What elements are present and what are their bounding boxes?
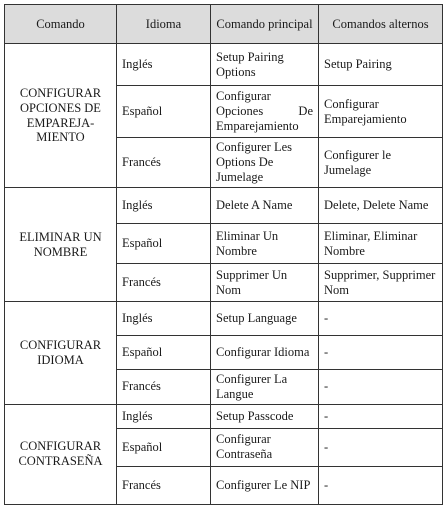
alt-command-cell: - — [319, 404, 443, 428]
table-row — [5, 302, 443, 336]
header-language: Idioma — [117, 5, 211, 44]
language-cell: Francés — [117, 370, 211, 405]
voice-command-table — [4, 4, 443, 505]
alt-command-cell: Configurar Emparejamiento — [319, 86, 443, 138]
main-command-cell: Configurar Contraseña — [211, 428, 319, 466]
command-name: CONFIGURAR CONTRASEÑA — [5, 404, 117, 504]
language-cell: Inglés — [117, 404, 211, 428]
alt-command-cell: Setup Pairing — [319, 44, 443, 86]
header-command: Comando — [5, 5, 117, 44]
main-command-cell: Delete A Name — [211, 188, 319, 224]
language-cell: Inglés — [117, 188, 211, 224]
alt-command-cell: - — [319, 302, 443, 336]
alt-command-cell: Supprimer, Supprimer Nom — [319, 264, 443, 302]
main-command-cell: Setup Passcode — [211, 404, 319, 428]
table-row — [5, 404, 443, 428]
language-cell: Francés — [117, 264, 211, 302]
language-cell: Francés — [117, 466, 211, 504]
alt-command-cell: - — [319, 370, 443, 405]
command-name: ELIMINAR UN NOMBRE — [5, 188, 117, 302]
main-command-cell: Supprimer Un Nom — [211, 264, 319, 302]
header-row — [5, 5, 443, 44]
main-command-cell: Configurar Opciones De Emparejamiento — [211, 86, 319, 138]
language-cell: Español — [117, 428, 211, 466]
alt-command-cell: Eliminar, Eliminar Nombre — [319, 224, 443, 264]
main-command-cell: Configurer Le NIP — [211, 466, 319, 504]
alt-command-cell: - — [319, 466, 443, 504]
main-command-cell: Setup Pairing Options — [211, 44, 319, 86]
language-cell: Inglés — [117, 302, 211, 336]
table-row — [5, 44, 443, 86]
language-cell: Inglés — [117, 44, 211, 86]
alt-command-cell: Configurer le Jumelage — [319, 138, 443, 188]
alt-command-cell: - — [319, 336, 443, 370]
alt-command-cell: - — [319, 428, 443, 466]
language-cell: Español — [117, 86, 211, 138]
main-command-cell: Configurer Les Options De Jumelage — [211, 138, 319, 188]
command-name: CONFIGURAR OPCIONES DE EMPAREJA-MIENTO — [5, 44, 117, 188]
table-row — [5, 188, 443, 224]
alt-command-cell: Delete, Delete Name — [319, 188, 443, 224]
main-command-cell: Configurer La Langue — [211, 370, 319, 405]
language-cell: Francés — [117, 138, 211, 188]
language-cell: Español — [117, 224, 211, 264]
main-command-cell: Setup Language — [211, 302, 319, 336]
header-main-command: Comando principal — [211, 5, 319, 44]
main-command-cell: Eliminar Un Nombre — [211, 224, 319, 264]
language-cell: Español — [117, 336, 211, 370]
command-name: CONFIGURAR IDIOMA — [5, 302, 117, 405]
header-alt-commands: Comandos alternos — [319, 5, 443, 44]
main-command-cell: Configurar Idioma — [211, 336, 319, 370]
